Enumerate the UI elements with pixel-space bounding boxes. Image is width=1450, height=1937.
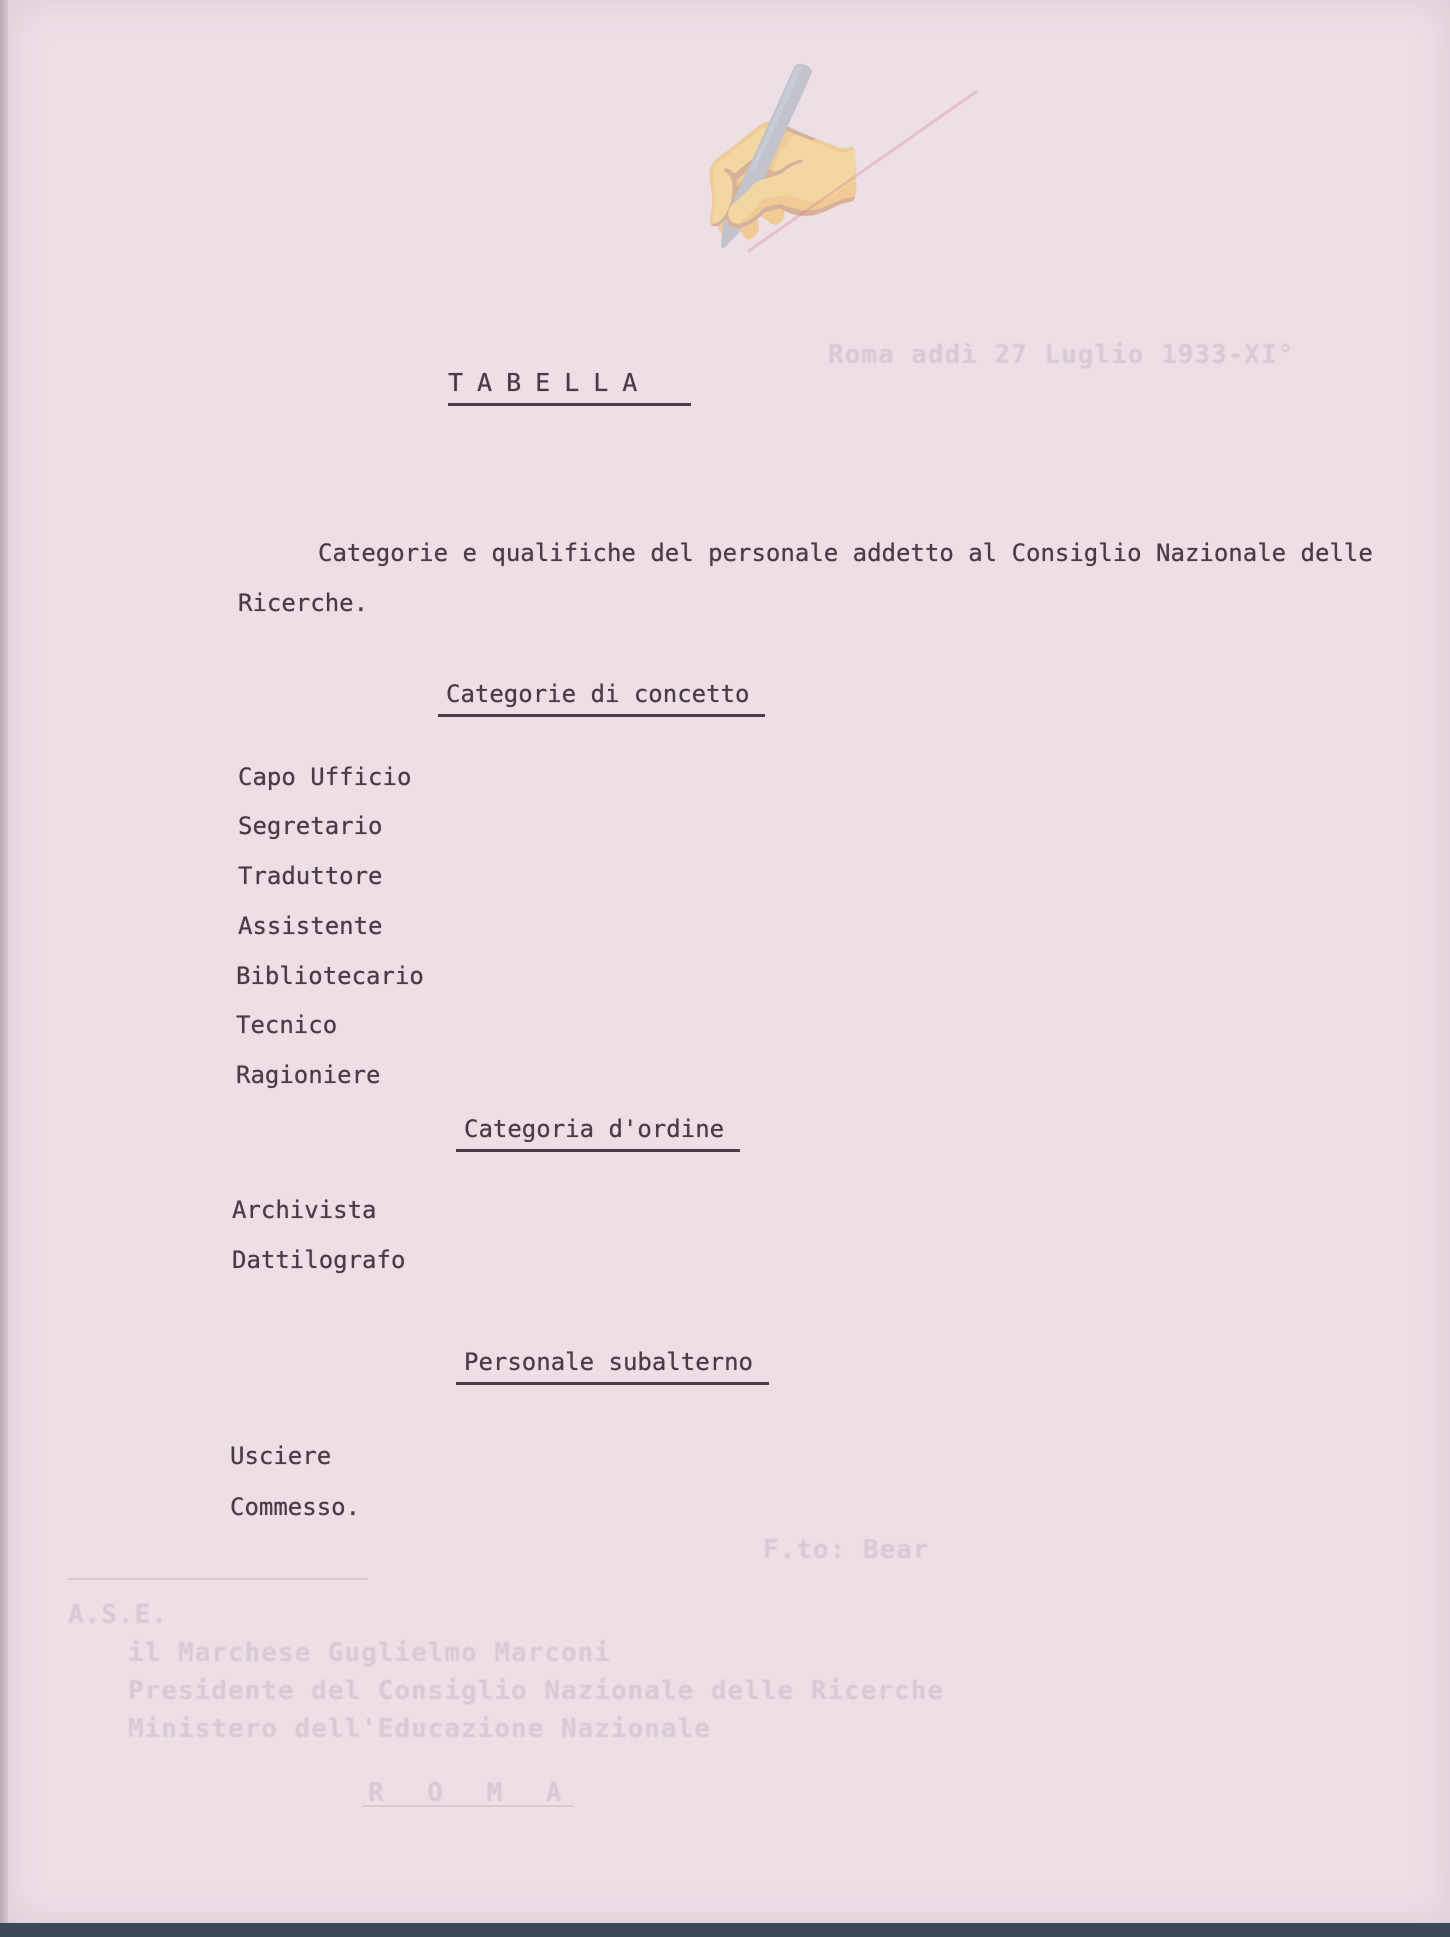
ghost-address-1: il Marchese Guglielmo Marconi — [128, 1638, 611, 1668]
list-item: Commesso. — [230, 1493, 361, 1521]
list-item: Usciere — [230, 1442, 332, 1470]
ghost-address-2: Presidente del Consiglio Nazionale delle Ricerche — [128, 1676, 945, 1706]
document-page — [8, 0, 1450, 1925]
ghost-city: R O M A — [368, 1778, 576, 1808]
ghost-signature: F.to: Bear — [763, 1535, 930, 1565]
list-item: Dattilografo — [232, 1246, 406, 1274]
section-heading-ordine: Categoria d'ordine — [456, 1115, 740, 1152]
list-item: Segretario — [238, 812, 383, 840]
ghost-address-3: Ministero dell'Educazione Nazionale — [128, 1714, 711, 1744]
list-item: Traduttore — [238, 862, 383, 890]
document-title: TABELLA — [448, 368, 691, 406]
stamp-mark: ✍ — [649, 42, 892, 274]
ghost-address-0: A.S.E. — [68, 1600, 168, 1630]
list-item: Assistente — [238, 912, 383, 940]
ghost-rule — [68, 1578, 368, 1580]
list-item: Ragioniere — [236, 1061, 381, 1089]
ghost-date-line: Roma addì 27 Luglio 1933-XI° — [828, 340, 1295, 370]
ghost-rule — [363, 1805, 573, 1807]
section-heading-concetto: Categorie di concetto — [438, 680, 765, 717]
list-item: Capo Ufficio — [238, 763, 412, 791]
section-heading-subalterno: Personale subalterno — [456, 1348, 769, 1385]
intro-paragraph: Categorie e qualifiche del personale addetto al Consiglio Nazionale delle Ricerche. — [238, 539, 1373, 617]
list-item: Archivista — [232, 1196, 377, 1224]
scan-border — [0, 1923, 1450, 1937]
list-item: Bibliotecario — [236, 962, 424, 990]
list-item: Tecnico — [236, 1011, 338, 1039]
